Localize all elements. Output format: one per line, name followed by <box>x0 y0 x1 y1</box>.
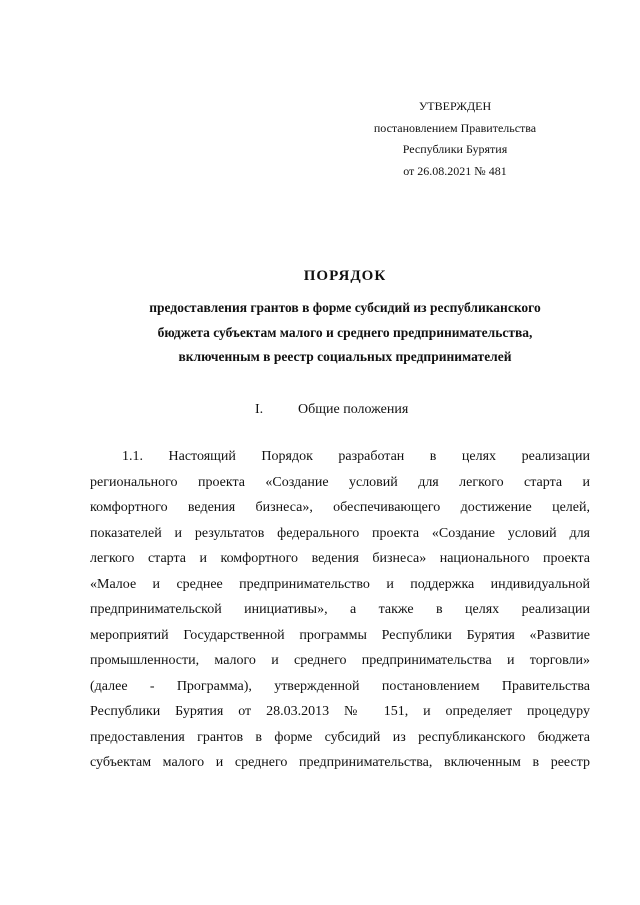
approval-date-number: от 26.08.2021 № 481 <box>403 163 507 178</box>
document-title: ПОРЯДОК <box>303 268 387 284</box>
approval-authority: Республики Бурятия <box>402 142 508 156</box>
paragraph-line: промышленности, малого и среднего предпринимательства и торговли» <box>90 653 590 668</box>
paragraph-line: «Малое и среднее предпринимательство и поддержка индивидуальной <box>90 576 590 592</box>
paragraph-line: регионального проекта «Создание условий для легкого старта и <box>90 474 590 490</box>
approval-status: УТВЕРЖДЕН <box>418 99 492 113</box>
paragraph-line: показателей и результатов федерального проекта «Создание условий для <box>90 525 590 541</box>
paragraph-line: субъектам малого и среднего предпринимательства, включенным в реестр <box>90 755 590 770</box>
paragraph-1-1 <box>90 444 590 776</box>
document-subtitle <box>80 296 610 370</box>
subtitle-line: включенным в реестр социальных предпринимателей <box>178 349 512 364</box>
paragraph-line: мероприятий Государственной программы Республики Бурятия «Развитие <box>90 627 590 643</box>
paragraph-line: предоставления грантов в форме субсидий из республиканского бюджета <box>90 729 590 745</box>
approval-stamp <box>355 96 555 182</box>
paragraph-line: легкого старта и комфортного ведения бизнеса» национального проекта <box>90 551 590 566</box>
paragraph-line: комфортного ведения бизнеса», обеспечивающего достижение целей, <box>90 500 590 515</box>
paragraph-line: 1.1. Настоящий Порядок разработан в целях реализации <box>122 449 590 464</box>
section-number: I. <box>255 402 264 417</box>
section-title: Общие положения <box>298 402 409 417</box>
paragraph-line: Республики Бурятия от 28.03.2013 № 151, и определяет процедуру <box>90 704 590 719</box>
paragraph-line: предпринимательской инициативы», а также в целях реализации <box>90 602 590 617</box>
paragraph-line: (далее - Программа), утвержденной постановлением Правительства <box>90 678 590 694</box>
subtitle-line: бюджета субъектам малого и среднего предпринимательства, <box>157 324 533 340</box>
approval-decree: постановлением Правительства <box>373 120 537 135</box>
subtitle-line: предоставления грантов в форме субсидий из республиканского <box>149 300 541 315</box>
